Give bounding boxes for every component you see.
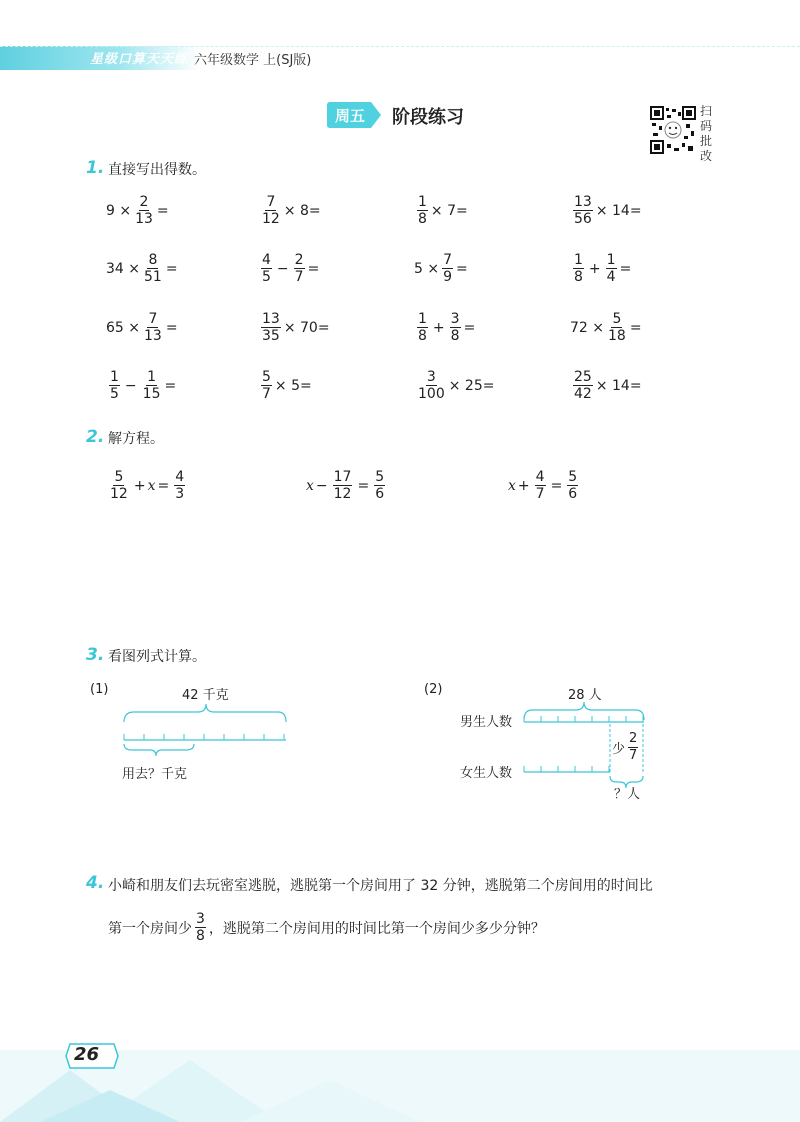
expr-r2-c4: $\frac{1}{8}$ + $\frac{1}{4}$ =: [574, 252, 632, 285]
equation-2: x − $\frac{17}{12}$ = $\frac{5}{6}$: [306, 469, 385, 502]
part-1-diagram: [118, 700, 290, 760]
expr-r2-c2: $\frac{4}{5}$ − $\frac{2}{7}$ =: [262, 252, 320, 285]
expr-r4-c3: $\frac{3}{100}$ × 25=: [418, 369, 495, 402]
expr-r4-c1: $\frac{1}{5}$ − $\frac{1}{15}$ =: [110, 369, 177, 402]
part-2-label: (2): [424, 682, 443, 697]
girls-label: 女生人数: [460, 766, 513, 781]
expr-r3-c2: $\frac{13}{35}$ × 70=: [262, 311, 330, 344]
header-divider: [0, 46, 800, 47]
expr-r1-c3: $\frac{1}{8}$ × 7=: [418, 194, 468, 227]
part-1-used: 用去？千克: [122, 767, 188, 782]
qr-code-icon[interactable]: [650, 106, 696, 154]
question-1-number: 1.: [86, 158, 105, 178]
expr-r4-c4: $\frac{25}{42}$ × 14=: [574, 369, 642, 402]
part-2-question: ？人: [614, 787, 641, 802]
equation-1: $\frac{5}{12}$ + x = $\frac{4}{3}$: [110, 469, 185, 502]
footer-decoration: [0, 1040, 800, 1122]
part-1-total: 42 千克: [182, 688, 229, 703]
boys-label: 男生人数: [460, 715, 513, 730]
question-4-number: 4.: [86, 873, 105, 893]
book-subtitle: 六年级数学 上(SJ版): [194, 53, 312, 68]
expr-r3-c3: $\frac{1}{8}$ + $\frac{3}{8}$ =: [418, 311, 476, 344]
day-tag: [327, 102, 381, 128]
brand-name: 星级口算天天练: [90, 52, 189, 67]
part-2-total: 28 人: [568, 688, 602, 703]
expr-r3-c1: 65 × $\frac{7}{13}$ =: [106, 311, 178, 344]
expr-r1-c4: $\frac{13}{56}$ × 14=: [574, 194, 642, 227]
page-title: 阶段练习: [392, 107, 464, 128]
question-2-title: 解方程。: [108, 431, 164, 447]
expr-r1-c1: 9 × $\frac{2}{13}$ =: [106, 194, 169, 227]
part-1-label: (1): [90, 682, 109, 697]
less-fraction: 少 $\frac{2}{7}$: [612, 731, 638, 763]
question-3-number: 3.: [86, 645, 105, 665]
equation-3: x + $\frac{4}{7}$ = $\frac{5}{6}$: [508, 469, 578, 502]
problem-4-line-2: 第一个房间少 $\frac{3}{8}$ ，逃脱第二个房间用的时间比第一个房间少多少分钟？: [108, 911, 545, 944]
question-1-title: 直接写出得数。: [108, 162, 206, 178]
problem-4-line-1: 小崎和朋友们去玩密室逃脱，逃脱第一个房间用了 32 分钟，逃脱第二个房间用的时间比: [108, 878, 653, 894]
question-2-number: 2.: [86, 427, 105, 447]
expr-r1-c2: $\frac{7}{12}$ × 8=: [262, 194, 321, 227]
scan-hint: 扫 码 批 改: [700, 104, 713, 163]
page-number: 26: [74, 1044, 100, 1065]
question-3-title: 看图列式计算。: [108, 649, 206, 665]
expr-r2-c3: 5 × $\frac{7}{9}$ =: [414, 252, 468, 285]
day-tag-label: 周五: [335, 107, 366, 125]
expr-r4-c2: $\frac{5}{7}$ × 5=: [262, 369, 312, 402]
expr-r2-c1: 34 × $\frac{8}{51}$ =: [106, 252, 178, 285]
expr-r3-c4: 72 × $\frac{5}{18}$ =: [570, 311, 642, 344]
